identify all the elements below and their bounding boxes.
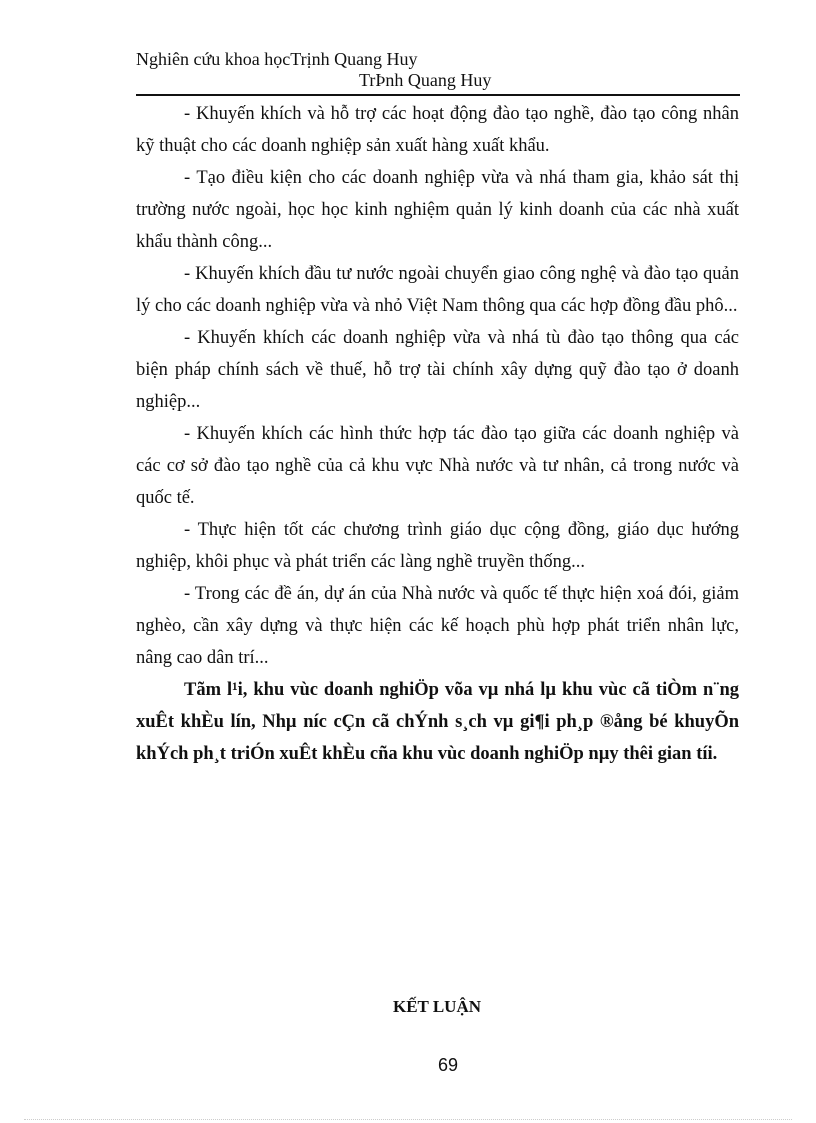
page-bottom-divider — [24, 1119, 792, 1120]
conclusion-heading: KẾT LUẬN — [392, 997, 481, 1016]
paragraph-foreign-investment: - Khuyến khích đầu tư nước ngoài chuyển giao công nghệ và đào tạo quản lý cho các doanh nghiệp vừa và nhỏ Việt Nam thông qua các hợp đồng đầu phô... — [136, 264, 739, 316]
body-text — [136, 98, 739, 770]
paragraph-training-cooperation: - Khuyến khích các hình thức hợp tác đào tạo giữa các doanh nghiệp và các cơ sở đào tạo nghề của cả khu vực Nhà nước và tư nhân, cả trong nước và quốc tế. — [136, 424, 739, 508]
paragraph-poverty-reduction: - Trong các đề án, dự án của Nhà nước và quốc tế thực hiện xoá đói, giảm nghèo, cần xây dựng và thực hiện các kế hoạch phù hợp phát triển nhân lực, nâng cao dân trí... — [136, 584, 739, 668]
paragraph-market-survey: - Tạo điều kiện cho các doanh nghiệp vừa và nhá tham gia, khảo sát thị trường nước ngoài, học học kinh nghiệm quản lý kinh doanh của các nhà xuất khẩu thành công... — [136, 168, 739, 252]
running-header — [136, 48, 740, 94]
paragraph-self-training: - Khuyến khích các doanh nghiệp vừa và nhá tù đào tạo thông qua các biện pháp chính sách về thuế, hỗ trợ tài chính xây dựng quỹ đào tạo ở doanh nghiệp... — [136, 328, 739, 412]
header-author: TrÞnh Quang Huy — [359, 70, 492, 90]
header-title: Nghiên cứu khoa họcTrịnh Quang Huy — [136, 49, 418, 69]
header-divider — [136, 94, 740, 96]
paragraph-community-education: - Thực hiện tốt các chương trình giáo dục cộng đồng, giáo dục hướng nghiệp, khôi phục và phát triển các làng nghề truyền thống... — [136, 520, 739, 572]
page-number: 69 — [437, 1055, 459, 1075]
summary-paragraph: Tãm l¹i, khu vùc doanh nghiÖp võa vµ nhá lµ khu vùc cã tiÒm n¨ng xuÊt khÈu lín, Nhµ níc cÇn cã chÝnh s¸ch vµ gi¶i ph¸p ®ång bé khuyÕn khÝch ph¸t triÓn xuÊt khÈu cña khu vùc doanh nghiÖp nµy thêi gian tíi. — [136, 680, 739, 764]
paragraph-vocational-training: - Khuyến khích và hỗ trợ các hoạt động đào tạo nghề, đào tạo công nhân kỹ thuật cho các doanh nghiệp sản xuất hàng xuất khẩu. — [136, 104, 739, 156]
